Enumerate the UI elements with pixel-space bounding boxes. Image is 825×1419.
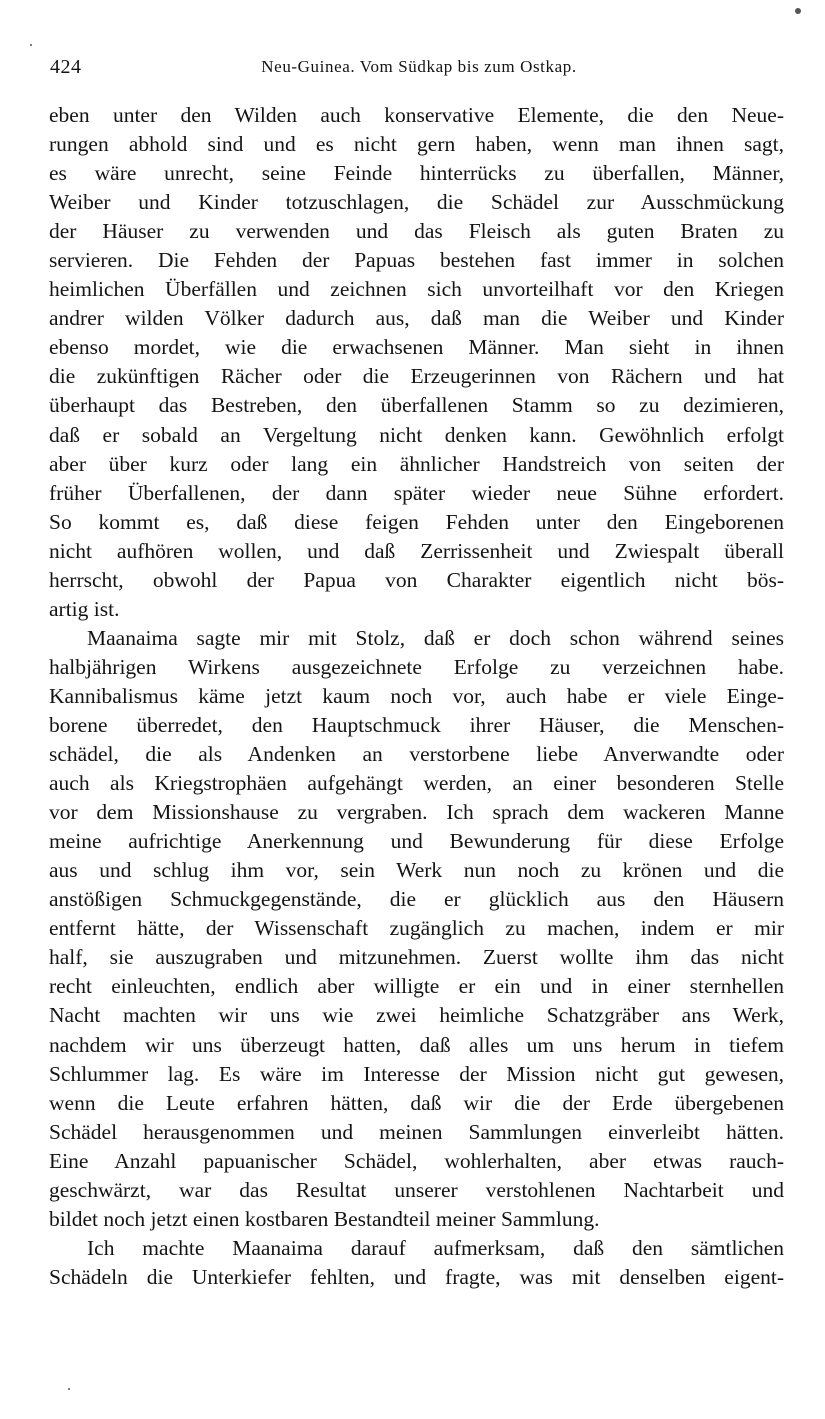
text-line: Schädeln die Unterkiefer fehlten, und fragte, was mit denselben eigent- [49,1264,784,1289]
text-line: ebenso mordet, wie die erwachsenen Männer. Man sieht in ihnen [49,335,784,360]
text-line: nachdem wir uns überzeugt hatten, daß alles um uns herum in tiefem [49,1032,784,1057]
scan-speck [795,8,801,14]
text-line: geschwärzt, war das Resultat unserer verstohlenen Nachtarbeit und [49,1177,784,1202]
text-line: der Häuser zu verwenden und das Fleisch als guten Braten zu [49,219,784,244]
text-line: überhaupt das Bestreben, den überfallenen Stamm so zu dezimieren, [49,393,784,418]
page-number: 424 [50,56,82,78]
text-line: meine aufrichtige Anerkennung und Bewunderung für diese Erfolge [49,829,784,854]
text-line: aber über kurz oder lang ein ähnlicher Handstreich von seiten der [49,451,784,476]
text-line: schädel, die als Andenken an verstorbene liebe Anverwandte oder [49,742,784,767]
scan-speck [30,44,32,46]
text-line: servieren. Die Fehden der Papuas bestehen fast immer in solchen [49,248,784,273]
text-line: daß er sobald an Vergeltung nicht denken kann. Gewöhnlich erfolgt [49,422,784,447]
text-line: rungen abhold sind und es nicht gern haben, wenn man ihnen sagt, [49,132,784,157]
text-line: aus und schlug ihm vor, sein Werk nun noch zu krönen und die [49,858,784,883]
running-title: Neu-Guinea. Vom Südkap bis zum Ostkap. [261,57,577,76]
text-line: half, sie auszugraben und mitzunehmen. Zuerst wollte ihm das nicht [49,945,784,970]
text-line: auch als Kriegstrophäen aufgehängt werden, an einer besonderen Stelle [49,771,784,796]
text-line: andrer wilden Völker dadurch aus, daß man die Weiber und Kinder [49,306,784,331]
text-line: Schlummer lag. Es wäre im Interesse der Mission nicht gut gewesen, [49,1061,784,1086]
text-line: Schädel herausgenommen und meinen Sammlungen einverleibt hätten. [49,1119,784,1144]
text-line: recht einleuchten, endlich aber willigte er ein und in einer sternhellen [49,974,784,999]
text-line: Weiber und Kinder totzuschlagen, die Schädel zur Ausschmückung [49,190,784,215]
paragraph-first-line: Maanaima sagte mir mit Stolz, daß er doch schon während seines [87,625,784,650]
text-line: So kommt es, daß diese feigen Fehden unter den Eingeborenen [49,509,784,534]
text-line: vor dem Missionshause zu vergraben. Ich sprach dem wackeren Manne [49,800,784,825]
page-header [50,56,780,82]
text-line: entfernt hätte, der Wissenschaft zugänglich zu machen, indem er mir [49,916,784,941]
scan-speck [68,1388,70,1390]
text-line: früher Überfallenen, der dann später wieder neue Sühne erfordert. [49,480,784,505]
text-line: herrscht, obwohl der Papua von Charakter eigentlich nicht bös- [49,567,784,592]
text-line: borene überredet, den Hauptschmuck ihrer Häuser, die Menschen- [49,712,784,737]
paragraph-first-line: Ich machte Maanaima darauf aufmerksam, daß den sämtlichen [87,1235,784,1260]
paragraph-end-line: artig ist. [49,596,120,621]
text-line: Nacht machten wir uns wie zwei heimliche Schatzgräber ans Werk, [49,1003,784,1028]
text-line: heimlichen Überfällen und zeichnen sich unvorteilhaft vor den Kriegen [49,277,784,302]
text-line: halbjährigen Wirkens ausgezeichnete Erfolge zu verzeichnen habe. [49,654,784,679]
text-line: Eine Anzahl papuanischer Schädel, wohlerhalten, aber etwas rauch- [49,1148,784,1173]
text-line: anstößigen Schmuckgegenstände, die er glücklich aus den Häusern [49,887,784,912]
body-text [49,101,784,1292]
text-line: Kannibalismus käme jetzt kaum noch vor, auch habe er viele Einge- [49,683,784,708]
text-line: wenn die Leute erfahren hätten, daß wir die der Erde übergebenen [49,1090,784,1115]
text-line: es wäre unrecht, seine Feinde hinterrücks zu überfallen, Männer, [49,161,784,186]
text-line: die zukünftigen Rächer oder die Erzeugerinnen von Rächern und hat [49,364,784,389]
paragraph-end-line: bildet noch jetzt einen kostbaren Bestandteil meiner Sammlung. [49,1206,600,1231]
text-line: eben unter den Wilden auch konservative Elemente, die den Neue- [49,103,784,127]
text-line: nicht aufhören wollen, und daß Zerrissenheit und Zwiespalt überall [49,538,784,563]
